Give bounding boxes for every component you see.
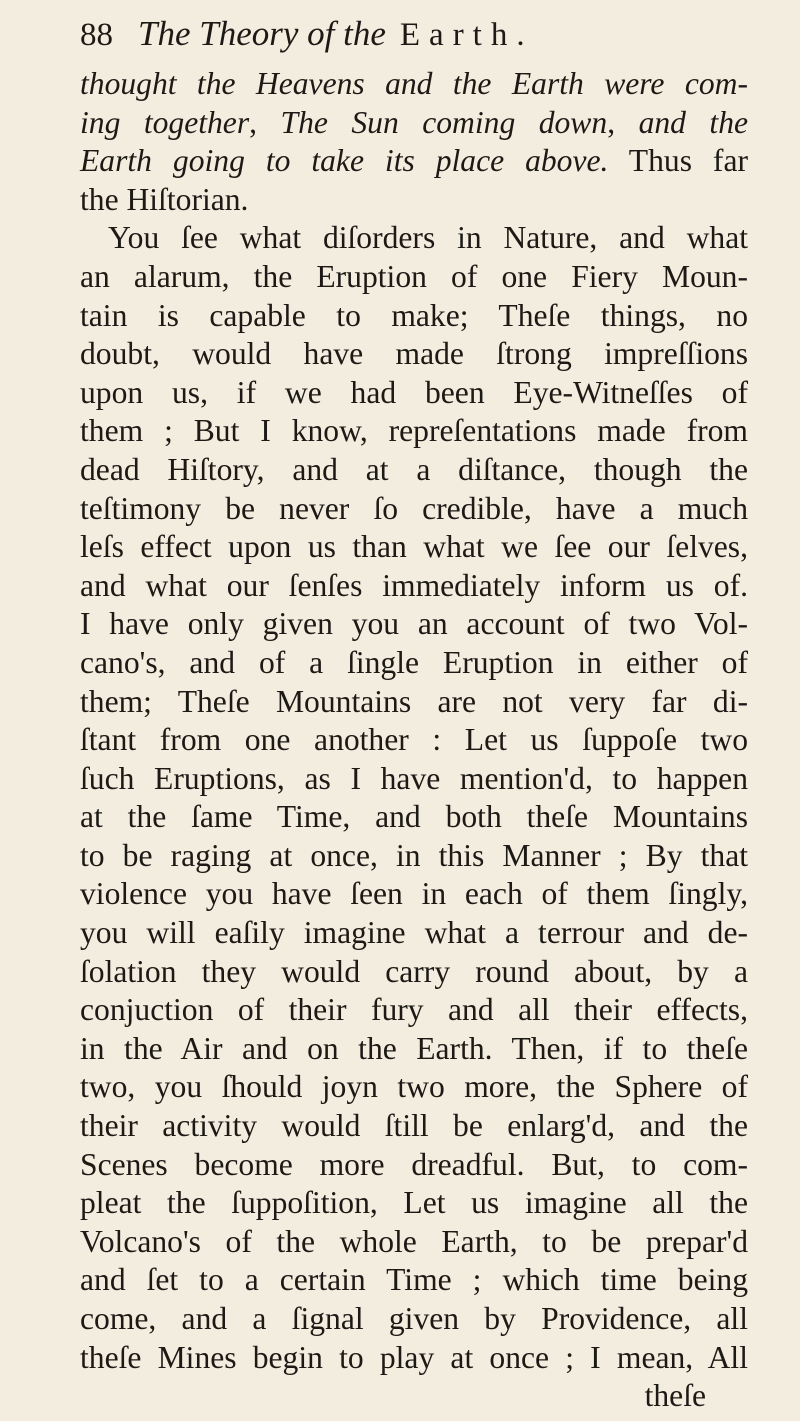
text-segment: and the — [638, 104, 749, 140]
text-line — [80, 953, 748, 992]
text-line — [80, 104, 748, 143]
text-segment: violence you have ſeen in each of them ſingly, — [80, 876, 748, 912]
running-title: The Theory of the — [138, 14, 386, 53]
text-segment: ing together — [80, 104, 250, 140]
text-line — [80, 644, 748, 683]
text-line — [80, 1146, 748, 1185]
text-segment: teſtimony be never ſo credible, have a much — [80, 490, 748, 526]
text-line — [80, 567, 748, 606]
text-line — [80, 1261, 748, 1300]
text-line — [80, 1068, 748, 1107]
text-line — [80, 451, 748, 490]
text-line — [80, 914, 748, 953]
text-segment: and ſet to a certain Time ; which time being — [80, 1262, 748, 1298]
text-line — [80, 65, 748, 104]
text-segment: cano's, and of a ſingle Eruption in either of — [80, 644, 748, 680]
text-segment: conjuction of their fury and all their effects, — [80, 992, 748, 1028]
text-segment: leſs effect upon us than what we ſee our ſelves, — [80, 529, 748, 565]
text-segment: ſuch Eruptions, as I have mention'd, to happen — [80, 760, 748, 796]
running-head — [80, 12, 748, 57]
text-body — [80, 65, 748, 1377]
text-line — [80, 875, 748, 914]
text-segment: an alarum, the Eruption of one Fiery Moun- — [80, 258, 748, 294]
text-segment: you will eaſily imagine what a terrour and de- — [80, 915, 748, 951]
running-title-caps: Earth. — [399, 17, 534, 53]
text-segment: ſolation they would carry round about, by a — [80, 953, 748, 989]
text-line — [80, 412, 748, 451]
text-segment: , — [249, 104, 281, 140]
catchword: theſe — [644, 1378, 706, 1414]
text-segment: , — [607, 104, 639, 140]
text-segment: upon us, if we had been Eye-Witneſſes of — [80, 374, 748, 410]
text-line — [80, 528, 748, 567]
text-segment: doubt, would have made ſtrong impreſſions — [80, 336, 748, 372]
text-line — [80, 1107, 748, 1146]
text-line — [80, 991, 748, 1030]
text-segment: You ſee what diſorders in Nature, and what — [108, 220, 748, 256]
text-line — [80, 1184, 748, 1223]
text-line — [80, 219, 748, 258]
text-line — [80, 335, 748, 374]
text-segment: tain is capable to make; Theſe things, no — [80, 297, 748, 333]
text-line — [80, 297, 748, 336]
text-segment: their activity would ſtill be enlarg'd, and the — [80, 1108, 748, 1144]
text-line — [80, 798, 748, 837]
text-segment: Scenes become more dreadful. But, to com- — [80, 1146, 748, 1182]
text-segment: and what our ſenſes immediately inform us of. — [80, 567, 748, 603]
text-segment: in the Air and on the Earth. Then, if to theſe — [80, 1030, 748, 1066]
text-segment: I have only given you an account of two Vol- — [80, 606, 748, 642]
text-line — [80, 258, 748, 297]
text-segment: Thus far — [608, 143, 748, 179]
text-segment: them; Theſe Mountains are not very far di- — [80, 683, 748, 719]
text-line — [80, 142, 748, 181]
text-line — [80, 1223, 748, 1262]
text-segment: Earth going to take its place above. — [80, 143, 609, 179]
text-segment: Volcano's of the whole Earth, to be prepar'd — [80, 1223, 748, 1259]
text-segment: the Hiſtorian. — [80, 181, 249, 217]
text-line — [80, 683, 748, 722]
text-segment: at the ſame Time, and both theſe Mountains — [80, 799, 748, 835]
text-segment: come, and a ſignal given by Providence, all — [80, 1301, 748, 1336]
text-line — [80, 490, 748, 529]
text-segment: ſtant from one another : Let us ſuppoſe two — [80, 722, 748, 758]
text-segment: to be raging at once, in this Manner ; By that — [80, 837, 748, 873]
text-segment: two, you ſhould joyn two more, the Sphere of — [80, 1069, 748, 1105]
text-line — [80, 374, 748, 413]
text-line — [80, 605, 748, 644]
text-line — [80, 1339, 748, 1378]
text-segment: pleat the ſuppoſition, Let us imagine all the — [80, 1185, 748, 1221]
text-line — [80, 837, 748, 876]
text-line — [80, 181, 748, 220]
text-line — [80, 1300, 748, 1339]
text-segment: theſe Mines begin to play at once ; I mean, All — [80, 1339, 748, 1375]
text-line — [80, 1030, 748, 1069]
text-segment: dead Hiſtory, and at a diſtance, though the — [80, 451, 748, 487]
page-number: 88 — [80, 17, 113, 53]
text-segment: them ; But I know, repreſentations made from — [80, 413, 748, 449]
text-segment: thought the Heavens and the Earth were com- — [80, 66, 748, 101]
text-segment: The Sun coming down — [280, 104, 608, 140]
text-line — [80, 721, 748, 760]
text-line — [80, 760, 748, 799]
